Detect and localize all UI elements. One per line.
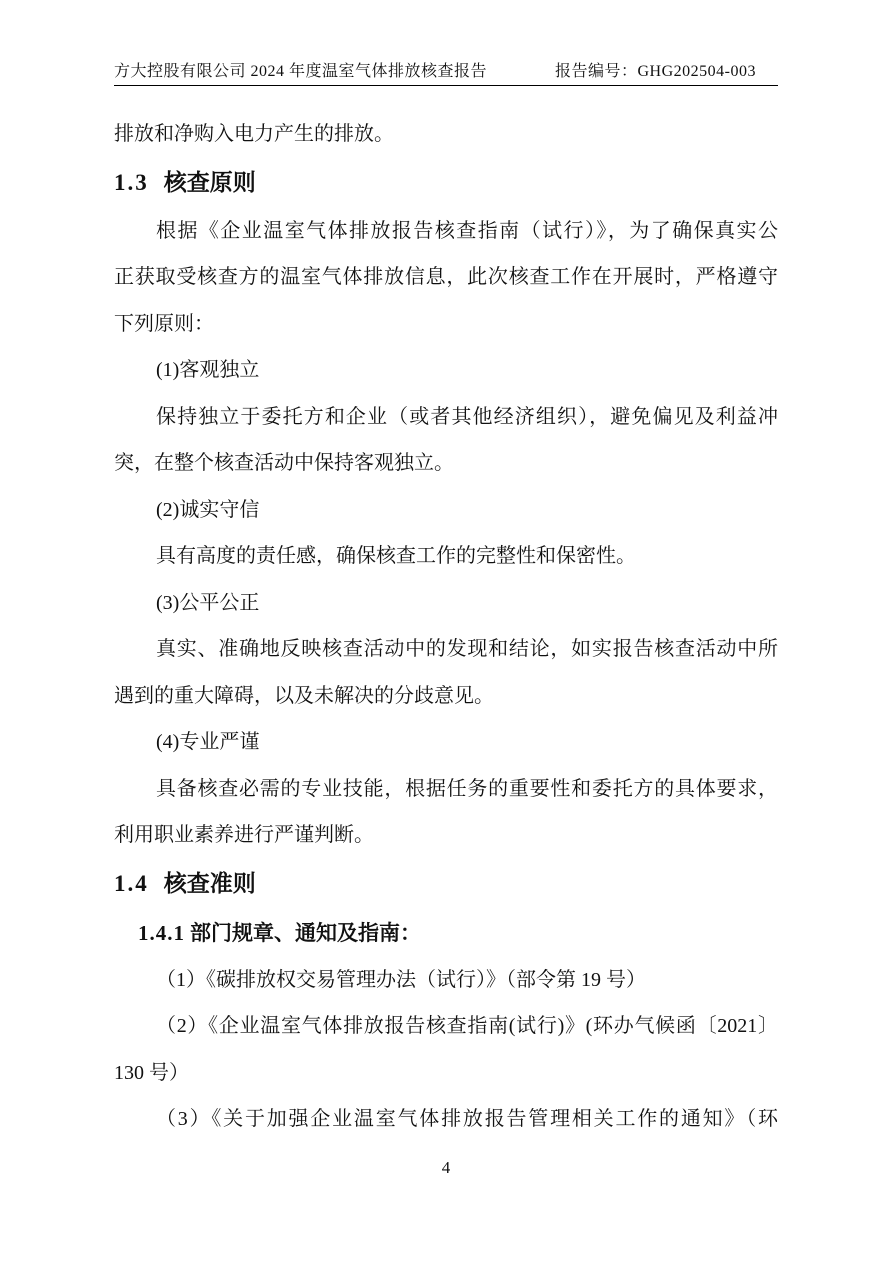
section-number: 1.4.1	[138, 920, 185, 945]
body-line: 突，在整个核查活动中保持客观独立。	[114, 452, 454, 474]
page-number: 4	[441, 1158, 451, 1177]
section-heading-1-4	[114, 859, 778, 909]
section-heading-1-4-1	[114, 909, 778, 957]
page-header	[114, 58, 778, 86]
body-line: 下列原则：	[114, 312, 214, 335]
body-line: 具备核查必需的专业技能，根据任务的重要性和委托方的具体要求，	[156, 777, 778, 800]
body-line: 遇到的重大障碍，以及未解决的分歧意见。	[114, 684, 494, 707]
list-item: (2)诚实守信	[156, 498, 260, 521]
body-line: 130 号）	[114, 1061, 189, 1084]
list-item: （3）《关于加强企业温室气体排放报告管理相关工作的通知》（环	[156, 1108, 778, 1130]
section-number: 1.4	[114, 870, 149, 896]
body-line: 真实、准确地反映核查活动中的发现和结论，如实报告核查活动中所	[156, 638, 778, 660]
list-item: (1)客观独立	[156, 359, 260, 381]
section-title: 核查准则	[163, 870, 256, 896]
list-item: (4)专业严谨	[156, 731, 260, 753]
body-line: 排放和净购入电力产生的排放。	[114, 123, 394, 145]
section-number: 1.3	[114, 169, 149, 195]
section-title: 部门规章、通知及指南：	[190, 920, 421, 945]
list-item: （1）《碳排放权交易管理办法（试行）》（部令第 19 号）	[156, 968, 646, 991]
body-line: 保持独立于委托方和企业（或者其他经济组织），避免偏见及利益冲	[156, 405, 778, 428]
list-item: （2）《企业温室气体排放报告核查指南(试行)》(环办气候函〔2021〕	[156, 1015, 778, 1037]
body-line: 正获取受核查方的温室气体排放信息，此次核查工作在开展时，严格遵守	[114, 266, 778, 288]
document-body	[114, 111, 778, 1143]
section-heading-1-3	[114, 158, 778, 208]
body-line: 具有高度的责任感，确保核查工作的完整性和保密性。	[156, 545, 636, 567]
body-line: 根据《企业温室气体排放报告核查指南（试行）》，为了确保真实公	[156, 219, 778, 242]
body-line: 利用职业素养进行严谨判断。	[114, 824, 374, 846]
list-item: (3)公平公正	[156, 591, 260, 614]
header-report-number: 报告编号：GHG202504-003	[555, 63, 756, 80]
section-title: 核查原则	[163, 169, 256, 195]
header-title: 方大控股有限公司 2024 年度温室气体排放核查报告	[114, 63, 488, 80]
